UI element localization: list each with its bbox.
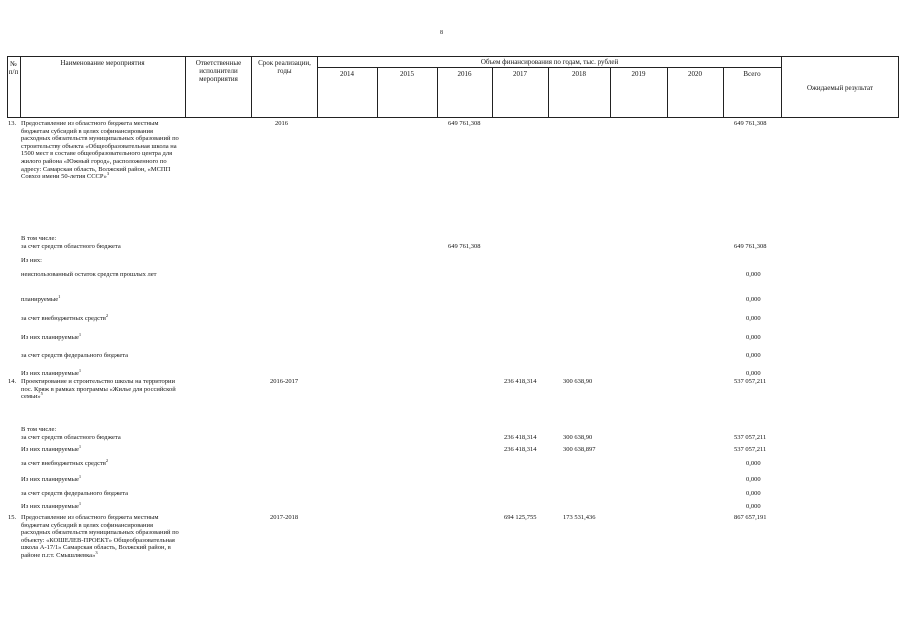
row-13-federal-planned-label: Из них планируемые$^1$ <box>21 368 82 377</box>
row-14-period: 2016-2017 <box>270 378 299 385</box>
header-year-2020: 2020 <box>688 70 702 78</box>
row-14-extrabudget-total: 0,000 <box>746 460 761 467</box>
header-year-2018: 2018 <box>572 70 586 78</box>
header-expected-result: Ожидаемый результат <box>806 84 874 92</box>
row-14-regional-planned-total: 537 057,211 <box>734 446 767 453</box>
header-executors: Ответственные исполнители мероприятия <box>195 59 242 83</box>
row-15-period: 2017-2018 <box>270 514 299 521</box>
row-14-federal-label: за счет средств федерального бюджета <box>21 490 129 497</box>
row-15-2017: 694 125,755 <box>504 514 537 521</box>
row-14-2017: 236 418,314 <box>504 378 537 385</box>
header-num: № п/п <box>8 60 19 76</box>
row-15-number: 15. <box>8 514 17 521</box>
row-13-total: 649 761,308 <box>734 120 767 127</box>
row-13-planned-total: 0,000 <box>746 296 761 303</box>
row-13-regional-2016: 649 761,308 <box>448 243 481 250</box>
row-14-total: 537 057,211 <box>734 378 767 385</box>
row-13-period: 2016 <box>275 120 288 127</box>
row-13-federal-label: за счет средств федерального бюджета <box>21 352 129 359</box>
row-13-number: 13. <box>8 120 17 127</box>
row-13-regional-label: за счет средств областного бюджета <box>21 243 121 250</box>
row-13-extrabudget-planned-label: Из них планируемые$^1$ <box>21 332 82 341</box>
row-14-2018: 300 638,90 <box>563 378 593 385</box>
row-14-regional-2017: 236 418,314 <box>504 434 537 441</box>
row-14-federal-total: 0,000 <box>746 490 761 497</box>
row-14-extrabudget-label: за счет внебюджетных средств$^2$ <box>21 458 109 467</box>
row-14-extrabudget-planned-total: 0,000 <box>746 476 761 483</box>
page-number: 8 <box>440 30 443 36</box>
row-15-2018: 173 531,436 <box>563 514 596 521</box>
header-year-2016: 2016 <box>457 70 472 78</box>
row-13-extrabudget-label: за счет внебюджетных средств$^2$ <box>21 313 109 322</box>
row-14-regional-planned-2017: 236 418,314 <box>504 446 537 453</box>
row-13-planned-label: планируемые$^1$ <box>21 294 61 303</box>
row-14-including: В том числе: <box>21 426 57 433</box>
row-13-unused-balance: неиспользованный остаток средств прошлых лет <box>21 271 157 278</box>
row-13-including: В том числе: <box>21 235 57 242</box>
row-14-description: Проектирование и строительство школы на территории пос. Кряж в рамках программы «Жилье для российской семьи»$^5$ <box>21 378 176 401</box>
header-financing: Объем финансирования по годам, тыс. рублей <box>480 58 619 66</box>
row-13-regional-total: 649 761,308 <box>734 243 767 250</box>
header-year-2017: 2017 <box>513 70 527 78</box>
header-total: Всего <box>743 70 761 78</box>
row-14-federal-planned-total: 0,000 <box>746 503 761 510</box>
header-year-2014: 2014 <box>340 70 354 78</box>
row-14-federal-planned-label: Из них планируемые$^1$ <box>21 501 82 510</box>
header-period: Срок реализации, годы <box>258 59 311 75</box>
row-13-federal-planned-total: 0,000 <box>746 370 761 377</box>
row-13-extrabudget-total: 0,000 <box>746 315 761 322</box>
row-14-number: 14. <box>8 378 17 385</box>
row-13-extrabudget-planned-total: 0,000 <box>746 334 761 341</box>
row-14-regional-total: 537 057,211 <box>734 434 767 441</box>
row-14-regional-planned-2018: 300 638,897 <box>563 446 596 453</box>
row-14-regional-2018: 300 638,90 <box>563 434 593 441</box>
header-year-2019: 2019 <box>631 70 646 78</box>
row-15-description: Предоставление из областного бюджета местным бюджетам субсидий в целях софинансирования расходных обязательств муниципальных образований по объекту: «КОШЕЛЕВ-ПРОЕКТ» Общеобразовательная школа А-17/1» Самарская область, Волжский район, в районе п.г.т. Смышляевка»$^3$ <box>21 514 179 559</box>
header-year-2015: 2015 <box>400 70 414 78</box>
row-13-federal-total: 0,000 <box>746 352 761 359</box>
row-13-description: Предоставление из областного бюджета местным бюджетам субсидий в целях софинансирования расходных обязательств муниципальных образований по строительству объекта «Общеобразовательная школа на 1500 мест в составе общеобразовательного центра для жилого района «Южный город», расположенного по адресу: Самарская область, Волжский район, «МСПП Совхоз имени 50-летия СССР»$^3$ <box>21 120 179 181</box>
row-14-extrabudget-planned-label: Из них планируемые$^1$ <box>21 474 82 483</box>
row-13-unused-total: 0,000 <box>746 271 761 278</box>
row-15-total: 867 657,191 <box>734 514 767 521</box>
header-name: Наименование мероприятия <box>60 59 145 67</box>
row-14-regional-label: за счет средств областного бюджета <box>21 434 121 441</box>
row-13-of-them: Из них: <box>21 257 42 264</box>
row-14-regional-planned-label: Из них планируемые$^1$ <box>21 444 82 453</box>
row-13-2016: 649 761,308 <box>448 120 481 127</box>
